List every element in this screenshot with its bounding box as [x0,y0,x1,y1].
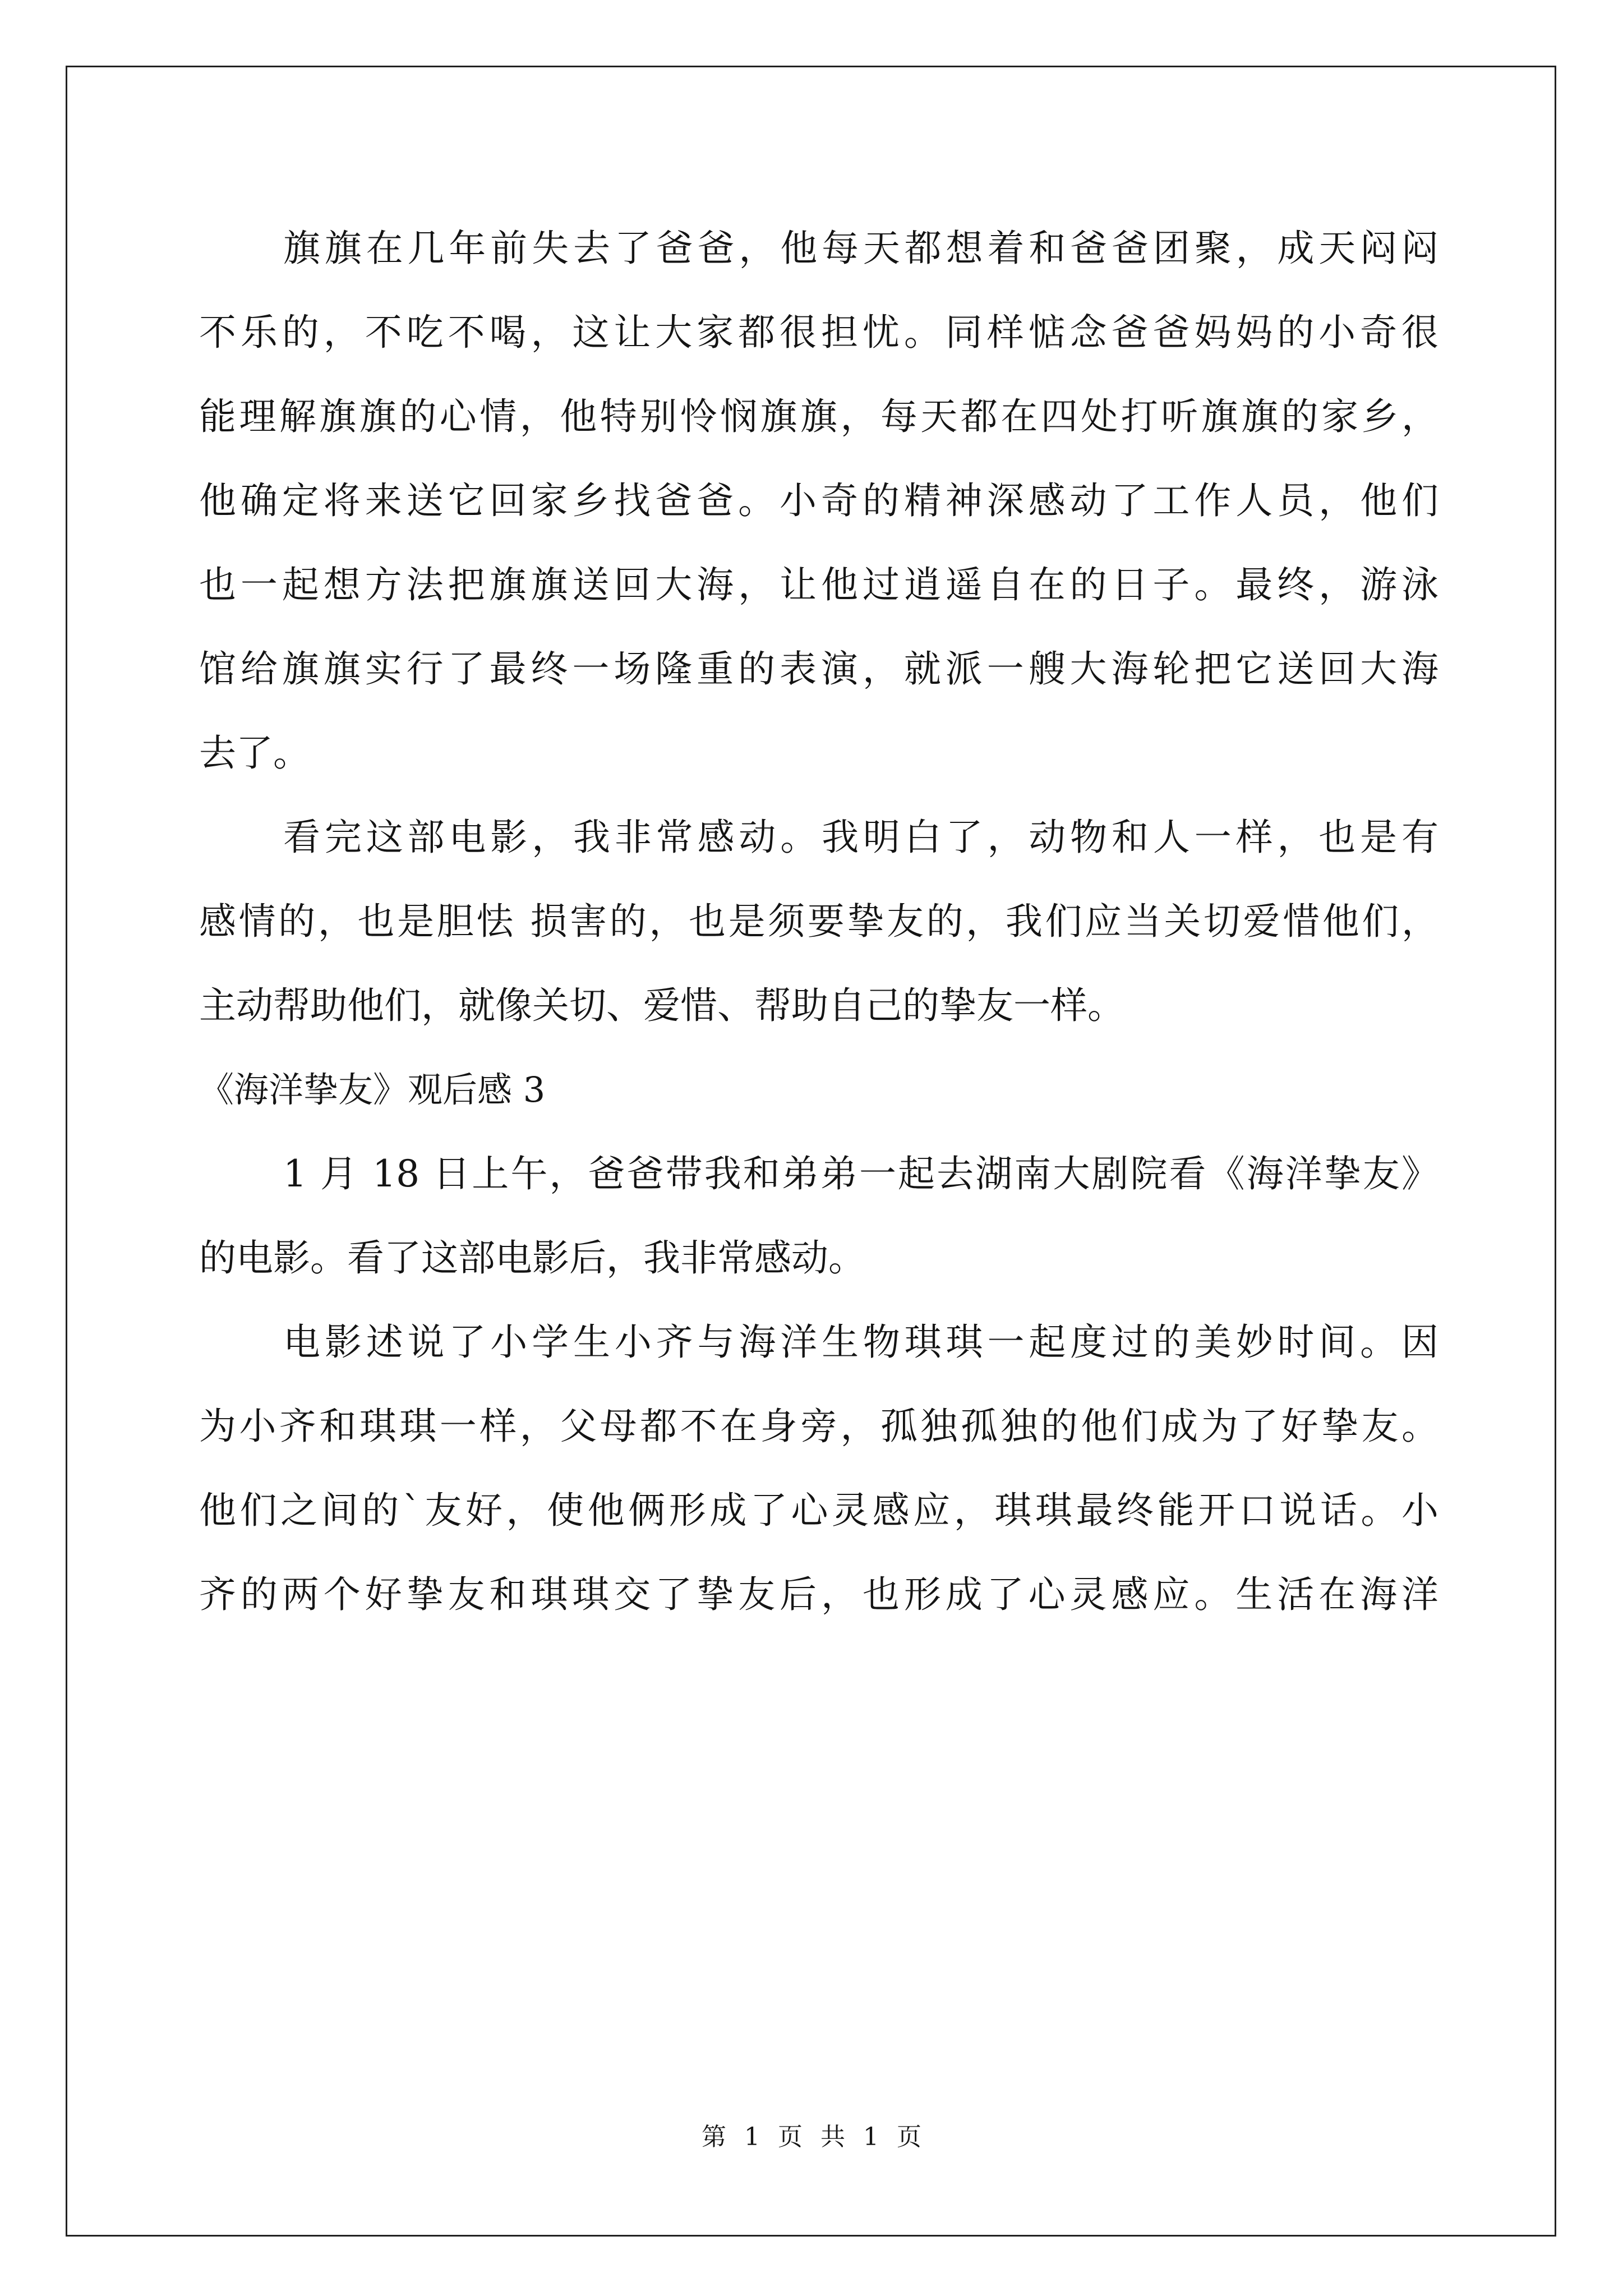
paragraph-4-line-4: 齐的两个好挚友和琪琪交了挚友后，也形成了心灵感应。生活在海洋 [199,1573,1438,1616]
paragraph-4-line-2: 为小齐和琪琪一样，父母都不在身旁，孤独孤独的他们成为了好挚友。 [199,1405,1438,1448]
paragraph-1-line-2: 不乐的，不吃不喝，这让大家都很担忧。同样惦念爸爸妈妈的小奇很 [199,311,1438,354]
paragraph-1-line-5: 也一起想方法把旗旗送回大海，让他过逍遥自在的日子。最终，游泳 [199,563,1438,606]
paragraph-1-line-3: 能理解旗旗的心情，他特别怜悯旗旗，每天都在四处打听旗旗的家乡， [199,395,1438,438]
paragraph-1-line-1: 旗旗在几年前失去了爸爸，他每天都想着和爸爸团聚，成天闷闷 [283,227,1438,270]
paragraph-4-line-3: 他们之间的`友好，使他俩形成了心灵感应，琪琪最终能开口说话。小 [199,1489,1438,1532]
section-heading: 《海洋挚友》观后感 3 [199,1069,546,1110]
paragraph-2-line-2: 感情的，也是胆怯 损害的，也是须要挚友的，我们应当关切爱惜他们， [199,900,1438,943]
page-footer: 第 1 页 共 1 页 [702,2123,921,2151]
paragraph-1-line-7: 去了。 [199,731,310,775]
paragraph-3-line-1: 1 月 18 日上午，爸爸带我和弟弟一起去湖南大剧院看《海洋挚友》 [283,1152,1438,1195]
paragraph-2-line-3: 主动帮助他们，就像关切、爱惜、帮助自己的挚友一样。 [199,984,1124,1027]
paragraph-4-line-1: 电影述说了小学生小齐与海洋生物琪琪一起度过的美妙时间。因 [283,1320,1438,1364]
paragraph-2-line-1: 看完这部电影，我非常感动。我明白了，动物和人一样，也是有 [283,816,1438,859]
paragraph-3-line-2: 的电影。看了这部电影后，我非常感动。 [199,1236,865,1280]
paragraph-1-line-4: 他确定将来送它回家乡找爸爸。小奇的精神深感动了工作人员，他们 [199,479,1438,522]
paragraph-1-line-6: 馆给旗旗实行了最终一场隆重的表演，就派一艘大海轮把它送回大海 [199,647,1438,691]
